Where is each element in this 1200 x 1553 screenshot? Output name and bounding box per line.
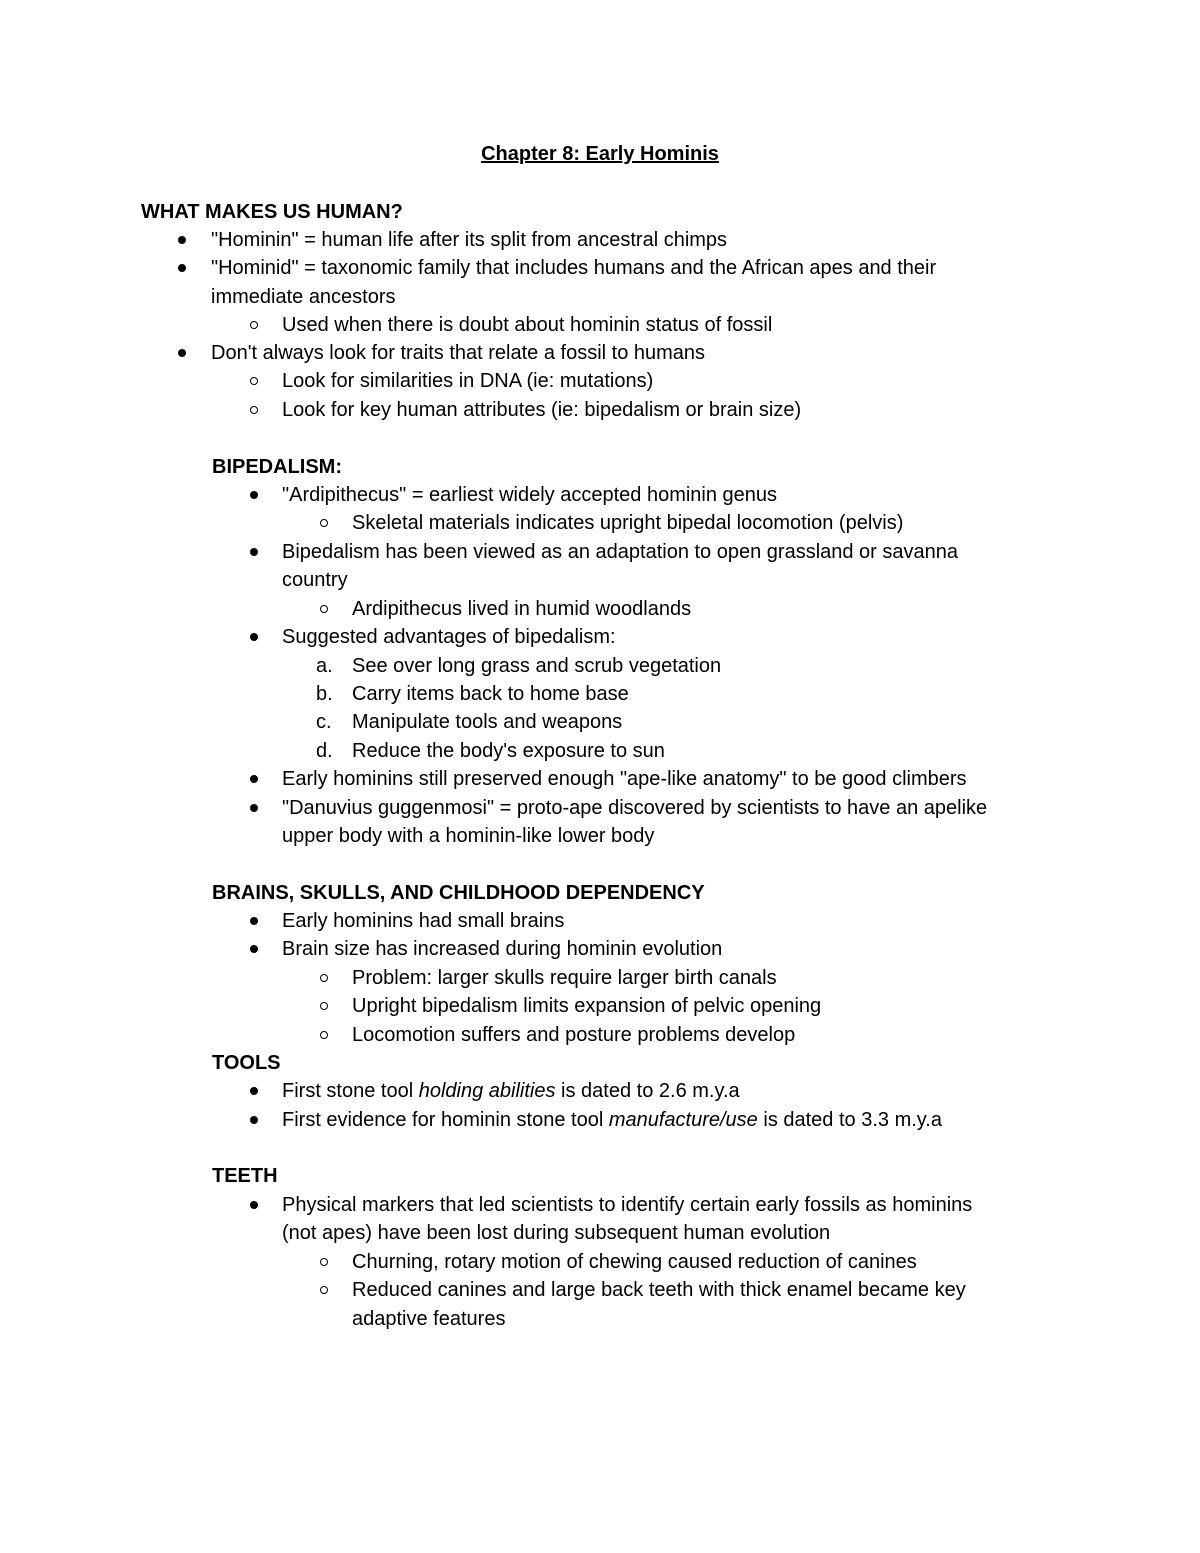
bullet-icon	[178, 236, 186, 244]
list-item-continuation: (not apes) have been lost during subsequent human evolution	[282, 1222, 831, 1244]
bullet-icon	[250, 491, 258, 499]
bullet-icon	[250, 1201, 258, 1209]
bullet-icon	[250, 548, 258, 556]
list-marker: c.	[316, 711, 332, 733]
list-item: "Danuvius guggenmosi" = proto-ape discovered by scientists to have an apelike	[282, 797, 988, 819]
sub-list-item: Used when there is doubt about hominin status of fossil	[282, 314, 773, 336]
bullet-icon	[250, 945, 258, 953]
section-heading-bipedalism: BIPEDALISM:	[212, 456, 342, 478]
bullet-icon	[250, 1087, 258, 1095]
bullet-icon	[250, 1116, 258, 1124]
sub-bullet-icon	[320, 605, 328, 613]
list-item-continuation: upper body with a hominin-like lower body	[282, 825, 655, 847]
text-run: First stone tool	[282, 1080, 419, 1102]
sub-list-item: Problem: larger skulls require larger birth canals	[352, 967, 777, 989]
sub-bullet-icon	[320, 1002, 328, 1010]
list-marker: d.	[316, 740, 333, 762]
list-item: Early hominins still preserved enough "ape-like anatomy" to be good climbers	[282, 768, 967, 790]
bullet-icon	[250, 917, 258, 925]
sub-bullet-icon	[320, 974, 328, 982]
text-run: is dated to 3.3 m.y.a	[757, 1109, 942, 1131]
list-item: Don't always look for traits that relate a fossil to humans	[211, 342, 706, 364]
sub-bullet-icon	[250, 406, 258, 414]
sub-bullet-icon	[250, 377, 258, 385]
text-run: is dated to 2.6 m.y.a	[555, 1080, 740, 1102]
list-marker: a.	[316, 655, 333, 677]
bullet-icon	[250, 775, 258, 783]
section-heading-brains: BRAINS, SKULLS, AND CHILDHOOD DEPENDENCY	[212, 882, 705, 904]
bullet-icon	[178, 264, 186, 272]
section-heading-tools: TOOLS	[212, 1052, 281, 1074]
list-item-continuation: immediate ancestors	[211, 286, 396, 308]
ordered-list-item: Reduce the body's exposure to sun	[352, 740, 665, 762]
sub-bullet-icon	[320, 519, 328, 527]
sub-list-item: Churning, rotary motion of chewing caused reduction of canines	[352, 1251, 917, 1273]
emphasis-text: manufacture/use	[608, 1109, 758, 1131]
sub-bullet-icon	[320, 1031, 328, 1039]
page-title: Chapter 8: Early Hominis	[481, 143, 719, 165]
bullet-icon	[250, 633, 258, 641]
list-marker: b.	[316, 683, 333, 705]
list-item: "Hominin" = human life after its split from ancestral chimps	[211, 229, 728, 251]
sub-bullet-icon	[320, 1258, 328, 1266]
bullet-icon	[250, 804, 258, 812]
sub-list-item: Look for similarities in DNA (ie: mutations)	[282, 370, 654, 392]
list-item: Physical markers that led scientists to identify certain early fossils as hominins	[282, 1194, 973, 1216]
list-item: Bipedalism has been viewed as an adaptation to open grassland or savanna	[282, 541, 959, 563]
sub-list-item: Ardipithecus lived in humid woodlands	[352, 598, 692, 620]
sub-list-item: Look for key human attributes (ie: bipedalism or brain size)	[282, 399, 802, 421]
text-run: First evidence for hominin stone tool	[282, 1109, 609, 1131]
ordered-list-item: Manipulate tools and weapons	[352, 711, 623, 733]
sub-bullet-icon	[320, 1286, 328, 1294]
sub-list-item: Skeletal materials indicates upright bipedal locomotion (pelvis)	[352, 512, 904, 534]
sub-bullet-icon	[250, 321, 258, 329]
section-heading-what-makes-us-human: WHAT MAKES US HUMAN?	[141, 201, 403, 223]
sub-list-item: Reduced canines and large back teeth with thick enamel became key	[352, 1279, 966, 1301]
bullet-icon	[178, 349, 186, 357]
section-heading-teeth: TEETH	[212, 1165, 278, 1187]
list-item: "Hominid" = taxonomic family that includes humans and the African apes and their	[211, 257, 937, 279]
sub-list-item-continuation: adaptive features	[352, 1308, 506, 1330]
list-item	[282, 1077, 740, 1105]
list-item: Brain size has increased during hominin evolution	[282, 938, 723, 960]
emphasis-text: holding abilities	[418, 1080, 556, 1102]
ordered-list-item: See over long grass and scrub vegetation	[352, 655, 722, 677]
list-item-continuation: country	[282, 569, 348, 591]
list-item: "Ardipithecus" = earliest widely accepted hominin genus	[282, 484, 778, 506]
ordered-list-item: Carry items back to home base	[352, 683, 629, 705]
list-item: Suggested advantages of bipedalism:	[282, 626, 616, 648]
sub-list-item: Upright bipedalism limits expansion of pelvic opening	[352, 995, 822, 1017]
sub-list-item: Locomotion suffers and posture problems develop	[352, 1024, 796, 1046]
list-item	[282, 1106, 942, 1134]
list-item: Early hominins had small brains	[282, 910, 565, 932]
